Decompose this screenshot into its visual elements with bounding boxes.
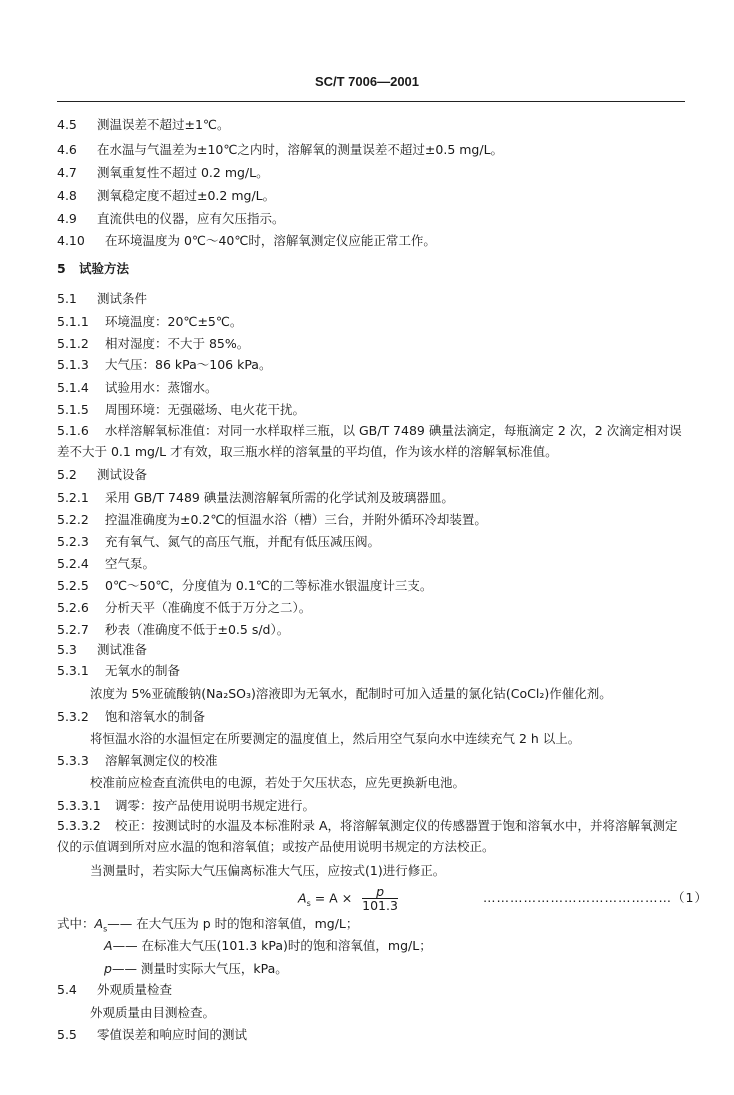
clause-5-2-4: 5.2.4 空气泵。: [57, 556, 156, 571]
standard-number: SC/T 7006—2001: [314, 74, 420, 89]
clause-4-5: 4.5 测温误差不超过±1℃。: [57, 117, 230, 132]
clause-5-3-3-body: 校准前应检查直流供电的电源，若处于欠压状态，应先更换新电池。: [90, 775, 466, 790]
clause-5-2-5: 5.2.5 0℃～50℃，分度值为 0.1℃的二等标准水银温度计三支。: [57, 578, 433, 593]
clause-5-2-1: 5.2.1 采用 GB/T 7489 碘量法测溶解氧所需的化学试剂及玻璃器皿。: [57, 490, 454, 505]
clause-5-3-3-2-note: 当测量时，若实际大气压偏离标准大气压，应按式(1)进行修正。: [90, 863, 446, 878]
clause-5-3-3-2: 5.3.3.2 校正：按测试时的水温及本标准附录 A，将溶解氧测定仪的传感器置于饱和溶氧水中，并将溶解氧测定仪的示值调到所对应水温的饱和溶氧值；或按产品使用说明书规定的方法校正。: [57, 818, 678, 854]
header-rule: [57, 101, 685, 102]
clause-5-3-2-body: 将恒温水浴的水温恒定在所要测定的温度值上，然后用空气泵向水中连续充气 2 h 以上。: [90, 731, 581, 746]
clause-5-1-5: 5.1.5 周围环境：无强磁场、电火花干扰。: [57, 402, 306, 417]
clause-5-1: 5.1 测试条件: [57, 291, 148, 306]
clause-5-2: 5.2 测试设备: [57, 467, 148, 482]
clause-5-5: 5.5 零值误差和响应时间的测试: [57, 1027, 248, 1042]
section-5-heading: 5 试验方法: [57, 261, 130, 276]
clause-5-1-1: 5.1.1 环境温度：20℃±5℃。: [57, 314, 243, 329]
clause-5-3-1: 5.3.1 无氧水的制备: [57, 663, 181, 678]
formula-fraction: $\frac{p}{101.3}$: [362, 884, 398, 913]
clause-4-7: 4.7 测氧重复性不超过 0.2 mg/L。: [57, 165, 269, 180]
clause-5-1-4: 5.1.4 试验用水：蒸馏水。: [57, 380, 218, 395]
clause-5-1-6: 5.1.6 水样溶解氧标准值：对同一水样取样三瓶，以 GB/T 7489 碘量法滴定，每瓶滴定 2 次，2 次滴定相对误差不大于 0.1 mg/L 才有效，取三瓶水样的溶氧量的平均值，作为该水样的溶解氧标准值。: [57, 423, 682, 459]
clause-4-10: 4.10 在环境温度为 0℃～40℃时，溶解氧测定仪应能正常工作。: [57, 233, 436, 248]
equation-number: ……………………………………（1）: [483, 890, 708, 905]
clause-5-3-2: 5.3.2 饱和溶氧水的制备: [57, 709, 206, 724]
clause-5-3-1-body: 浓度为 5%亚硫酸钠(Na₂SO₃)溶液即为无氧水，配制时可加入适量的氯化钴(CoCl₂)作催化剂。: [90, 686, 612, 701]
clause-5-2-3: 5.2.3 充有氧气、氮气的高压气瓶，并配有低压减压阀。: [57, 534, 381, 549]
clause-5-1-3: 5.1.3 大气压：86 kPa～106 kPa。: [57, 357, 272, 372]
clause-5-3: 5.3 测试准备: [57, 642, 148, 657]
clause-5-3-3-1: 5.3.3.1 调零：按产品使用说明书规定进行。: [57, 798, 316, 813]
clause-4-8: 4.8 测氧稳定度不超过±0.2 mg/L。: [57, 188, 276, 203]
clause-5-3-3: 5.3.3 溶解氧测定仪的校准: [57, 753, 218, 768]
where-line-2: A—— 在标准大气压(101.3 kPa)时的饱和溶氧值，mg/L；: [104, 938, 432, 953]
where-line-3: p—— 测量时实际大气压，kPa。: [104, 961, 288, 976]
clause-5-2-6: 5.2.6 分析天平（准确度不低于万分之二）。: [57, 600, 312, 615]
clause-5-4-body: 外观质量由目测检查。: [90, 1005, 216, 1020]
clause-4-9: 4.9 直流供电的仪器，应有欠压指示。: [57, 211, 285, 226]
formula-1: $A_s = A$ × $\frac{p}{101.3}$: [298, 884, 398, 913]
clause-4-6: 4.6 在水温与气温差为±10℃之内时，溶解氧的测量误差不超过±0.5 mg/L。: [57, 142, 504, 157]
clause-5-1-2: 5.1.2 相对湿度：不大于 85%。: [57, 336, 250, 351]
where-line-1: 式中：$A_s——$ 在大气压为 p 时的饱和溶氧值，mg/L；: [57, 916, 359, 934]
clause-5-4: 5.4 外观质量检查: [57, 982, 173, 997]
clause-5-2-7: 5.2.7 秒表（准确度不低于±0.5 s/d）。: [57, 622, 290, 637]
clause-5-2-2: 5.2.2 控温准确度为±0.2℃的恒温水浴（槽）三台，并附外循环冷却装置。: [57, 512, 487, 527]
